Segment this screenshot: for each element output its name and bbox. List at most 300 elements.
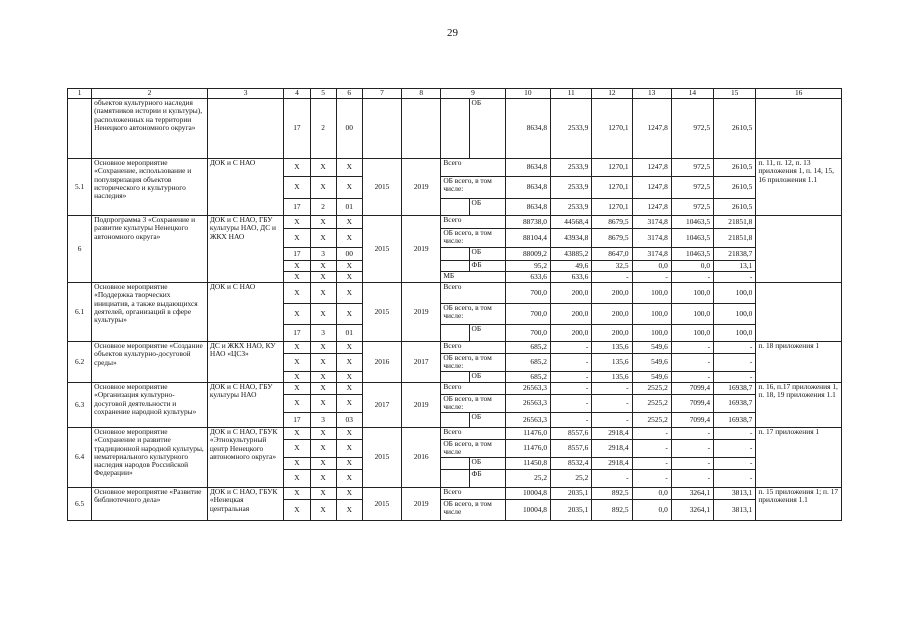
header-cell: 11 <box>551 89 592 99</box>
amount-cell: 0,0 <box>671 261 713 272</box>
funding-source-cell: ОБ <box>469 413 505 428</box>
amount-cell: 972,5 <box>671 99 713 159</box>
code-cell: Х <box>336 159 362 177</box>
code-cell: Х <box>336 458 362 470</box>
measure-name-cell: Основное мероприятие «Создание объектов культурно-досуговой среды» <box>92 342 208 383</box>
executor-cell: ДОК и С НАО, ГБУК «Ненецкая центральная <box>207 488 283 521</box>
code-cell: 17 <box>284 325 310 342</box>
amount-cell: 100,0 <box>714 304 756 325</box>
funding-source-cell: Всего <box>441 159 505 177</box>
funding-source-cell: ОБ <box>469 199 505 216</box>
amount-cell: 11476,0 <box>505 428 550 440</box>
amount-cell: - <box>592 272 632 283</box>
year-start-cell: 2015 <box>362 428 401 488</box>
amount-cell: 2525,2 <box>632 413 671 428</box>
code-cell: Х <box>310 177 336 199</box>
code-cell: 17 <box>284 413 310 428</box>
amount-cell: 43934,8 <box>551 229 592 248</box>
amount-cell: 2035,1 <box>551 488 592 500</box>
header-cell: 9 <box>441 89 505 99</box>
amount-cell: 685,2 <box>505 372 550 383</box>
amount-cell: 972,5 <box>671 159 713 177</box>
amount-cell: 549,6 <box>632 372 671 383</box>
measure-name-cell: Основное мероприятие «Сохранение, использование и популяризация объектов исторического и культурного наследия» <box>92 159 208 216</box>
amount-cell: - <box>671 428 713 440</box>
amount-cell: 972,5 <box>671 177 713 199</box>
amount-cell: 10004,8 <box>505 488 550 500</box>
funding-source-cell: ФБ <box>469 261 505 272</box>
code-cell: Х <box>284 372 310 383</box>
year-end-cell: 2019 <box>402 283 441 342</box>
code-cell: Х <box>336 354 362 372</box>
amount-cell: - <box>714 428 756 440</box>
code-cell: Х <box>310 383 336 395</box>
code-cell: Х <box>310 261 336 272</box>
note-cell: п. 17 приложения 1 <box>756 428 842 488</box>
code-cell: Х <box>310 342 336 354</box>
year-start-cell: 2017 <box>362 383 401 428</box>
year-end-cell: 2016 <box>402 428 441 488</box>
amount-cell: 2918,4 <box>592 440 632 458</box>
executor-cell <box>207 99 283 159</box>
amount-cell: 88738,0 <box>505 216 550 229</box>
code-cell: Х <box>310 458 336 470</box>
amount-cell: 8532,4 <box>551 458 592 470</box>
amount-cell: 2533,9 <box>551 159 592 177</box>
code-cell: Х <box>284 383 310 395</box>
amount-cell: - <box>632 428 671 440</box>
funding-source-cell: ОБ <box>469 372 505 383</box>
amount-cell: 32,5 <box>592 261 632 272</box>
amount-cell: - <box>592 383 632 395</box>
amount-cell: - <box>671 354 713 372</box>
amount-cell: 700,0 <box>505 325 550 342</box>
amount-cell: - <box>714 372 756 383</box>
code-cell: Х <box>284 428 310 440</box>
executor-cell: ДОК и С НАО, ГБУК «Этнокультурный центр Ненецкого автономного округа» <box>207 428 283 488</box>
source-indent-cell <box>441 248 469 261</box>
amount-cell: 0,0 <box>632 261 671 272</box>
measure-name-cell: Основное мероприятие «Поддержка творческих инициатив, а также выдающихся деятелей, организаций в сфере культуры» <box>92 283 208 342</box>
funding-source-cell: Всего <box>441 342 505 354</box>
code-cell: Х <box>336 304 362 325</box>
row-number-cell: 5.1 <box>68 159 92 216</box>
note-cell: п. 18 приложения 1 <box>756 342 842 383</box>
amount-cell: 8634,8 <box>505 177 550 199</box>
code-cell: Х <box>310 272 336 283</box>
row-number-cell: 6.2 <box>68 342 92 383</box>
code-cell: 01 <box>336 199 362 216</box>
amount-cell: - <box>592 413 632 428</box>
amount-cell: - <box>551 372 592 383</box>
table-row <box>68 159 842 177</box>
amount-cell: 100,0 <box>632 283 671 304</box>
amount-cell: 3174,8 <box>632 248 671 261</box>
amount-cell: - <box>671 272 713 283</box>
amount-cell: - <box>714 440 756 458</box>
amount-cell: 100,0 <box>632 304 671 325</box>
amount-cell: - <box>551 354 592 372</box>
executor-cell: ДОК и С НАО, ГБУ культуры НАО <box>207 383 283 428</box>
row-number-cell: 6.3 <box>68 383 92 428</box>
year-start-cell: 2016 <box>362 342 401 383</box>
source-indent-cell <box>441 199 469 216</box>
executor-cell: ДС и ЖКХ НАО, КУ НАО «ЦСЗ» <box>207 342 283 383</box>
amount-cell: - <box>671 470 713 488</box>
funding-source-cell: ОБ всего, в том числе: <box>441 354 505 372</box>
funding-source-cell: Всего <box>441 488 505 500</box>
header-cell: 16 <box>756 89 842 99</box>
amount-cell: 100,0 <box>671 283 713 304</box>
measure-name-cell: Основное мероприятие «Развитие библиотечного дела» <box>92 488 208 521</box>
amount-cell: 100,0 <box>714 283 756 304</box>
code-cell: Х <box>284 440 310 458</box>
executor-cell: ДОК и С НАО <box>207 159 283 216</box>
header-cell: 8 <box>402 89 441 99</box>
amount-cell: 21851,8 <box>714 229 756 248</box>
amount-cell: 2525,2 <box>632 395 671 413</box>
source-indent-cell <box>441 458 469 470</box>
code-cell: 3 <box>310 248 336 261</box>
code-cell: Х <box>284 272 310 283</box>
code-cell: Х <box>336 177 362 199</box>
amount-cell: 633,6 <box>505 272 550 283</box>
amount-cell: - <box>714 272 756 283</box>
code-cell: Х <box>284 470 310 488</box>
code-cell: Х <box>310 304 336 325</box>
code-cell: Х <box>310 428 336 440</box>
table-row <box>68 216 842 229</box>
amount-cell: 3174,8 <box>632 216 671 229</box>
code-cell: Х <box>336 395 362 413</box>
amount-cell: 49,6 <box>551 261 592 272</box>
row-number-cell: 6.4 <box>68 428 92 488</box>
funding-source-cell: ОБ <box>469 325 505 342</box>
amount-cell: 549,6 <box>632 342 671 354</box>
code-cell: Х <box>336 216 362 229</box>
amount-cell: 16938,7 <box>714 383 756 395</box>
amount-cell: - <box>714 470 756 488</box>
amount-cell: - <box>632 272 671 283</box>
code-cell: 01 <box>336 325 362 342</box>
code-cell: Х <box>336 342 362 354</box>
amount-cell: - <box>632 458 671 470</box>
amount-cell: 10463,5 <box>671 248 713 261</box>
page-number: 29 <box>447 27 458 39</box>
funding-source-cell: ОБ всего, в том числе <box>441 440 505 458</box>
code-cell: 3 <box>310 325 336 342</box>
code-cell: Х <box>284 229 310 248</box>
note-cell: п. 16, п.17 приложения 1, п. 18, 19 приложения 1.1 <box>756 383 842 428</box>
code-cell: Х <box>310 440 336 458</box>
amount-cell: - <box>592 470 632 488</box>
amount-cell: 8557,6 <box>551 428 592 440</box>
amount-cell: 3813,1 <box>714 488 756 500</box>
code-cell: 03 <box>336 413 362 428</box>
year-end-cell: 2019 <box>402 216 441 283</box>
year-end-cell <box>402 99 441 159</box>
amount-cell: 892,5 <box>592 500 632 521</box>
amount-cell: 8634,8 <box>505 159 550 177</box>
measure-name-cell: Основное мероприятие «Сохранение и развитие традиционной народной культуры, нематериального культурного наследия народов Российской Федерации» <box>92 428 208 488</box>
header-cell: 6 <box>336 89 362 99</box>
amount-cell: 200,0 <box>551 304 592 325</box>
amount-cell: 972,5 <box>671 199 713 216</box>
amount-cell: 88009,2 <box>505 248 550 261</box>
amount-cell: 10463,5 <box>671 229 713 248</box>
code-cell: Х <box>336 428 362 440</box>
code-cell: Х <box>310 159 336 177</box>
funding-source-cell: ОБ всего, в том числе <box>441 500 505 521</box>
funding-source-cell: ОБ <box>469 248 505 261</box>
funding-source-cell: Всего <box>441 428 505 440</box>
funding-source-cell: ОБ <box>469 458 505 470</box>
amount-cell: 100,0 <box>671 325 713 342</box>
code-cell: Х <box>310 216 336 229</box>
code-cell: Х <box>284 354 310 372</box>
amount-cell: - <box>671 458 713 470</box>
code-cell: Х <box>336 383 362 395</box>
row-number-cell: 6.5 <box>68 488 92 521</box>
amount-cell: 2533,9 <box>551 199 592 216</box>
year-end-cell: 2019 <box>402 159 441 216</box>
amount-cell: 16938,7 <box>714 395 756 413</box>
amount-cell: 43885,2 <box>551 248 592 261</box>
amount-cell: 892,5 <box>592 488 632 500</box>
code-cell: Х <box>284 342 310 354</box>
code-cell: Х <box>284 159 310 177</box>
code-cell: Х <box>336 500 362 521</box>
amount-cell: - <box>551 342 592 354</box>
header-row <box>68 89 842 99</box>
source-indent-cell <box>441 99 469 159</box>
amount-cell: 2035,1 <box>551 500 592 521</box>
funding-source-cell: Всего <box>441 383 505 395</box>
year-start-cell: 2015 <box>362 159 401 216</box>
amount-cell: 7099,4 <box>671 413 713 428</box>
amount-cell: 3174,8 <box>632 229 671 248</box>
amount-cell: - <box>551 395 592 413</box>
funding-source-cell: ФБ <box>469 470 505 488</box>
amount-cell: 8647,0 <box>592 248 632 261</box>
amount-cell: 1270,1 <box>592 159 632 177</box>
year-start-cell: 2015 <box>362 488 401 521</box>
code-cell: Х <box>336 440 362 458</box>
measure-name-cell: объектов культурного наследия (памятников истории и культуры), расположенных на территории Ненецкого автономного округа» <box>92 99 208 159</box>
note-cell <box>756 99 842 159</box>
amount-cell: 2533,9 <box>551 177 592 199</box>
header-cell: 15 <box>714 89 756 99</box>
funding-source-cell: Всего <box>441 283 505 304</box>
header-cell: 1 <box>68 89 92 99</box>
amount-cell: 8557,6 <box>551 440 592 458</box>
amount-cell: 25,2 <box>551 470 592 488</box>
amount-cell: 11450,8 <box>505 458 550 470</box>
amount-cell: 100,0 <box>714 325 756 342</box>
amount-cell: - <box>632 470 671 488</box>
amount-cell: 700,0 <box>505 304 550 325</box>
code-cell: 17 <box>284 248 310 261</box>
code-cell: 17 <box>284 99 310 159</box>
amount-cell: - <box>671 342 713 354</box>
code-cell: Х <box>284 488 310 500</box>
amount-cell: - <box>671 372 713 383</box>
amount-cell: - <box>632 440 671 458</box>
amount-cell: 135,6 <box>592 372 632 383</box>
amount-cell: 3264,1 <box>671 500 713 521</box>
header-cell: 13 <box>632 89 671 99</box>
amount-cell: 549,6 <box>632 354 671 372</box>
executor-cell: ДОК и С НАО <box>207 283 283 342</box>
year-end-cell: 2019 <box>402 488 441 521</box>
amount-cell: 2610,5 <box>714 99 756 159</box>
note-cell: п. 15 приложения 1; п. 17 приложения 1.1 <box>756 488 842 521</box>
amount-cell: 2610,5 <box>714 177 756 199</box>
source-indent-cell <box>441 413 469 428</box>
code-cell: Х <box>284 304 310 325</box>
amount-cell: 7099,4 <box>671 395 713 413</box>
source-indent-cell <box>441 470 469 488</box>
header-cell: 5 <box>310 89 336 99</box>
code-cell: 17 <box>284 199 310 216</box>
amount-cell: 26563,3 <box>505 413 550 428</box>
note-cell <box>756 283 842 342</box>
budget-table <box>67 88 842 521</box>
amount-cell: 2610,5 <box>714 199 756 216</box>
amount-cell: 685,2 <box>505 342 550 354</box>
amount-cell: 1270,1 <box>592 99 632 159</box>
amount-cell: 44568,4 <box>551 216 592 229</box>
amount-cell: 0,0 <box>632 488 671 500</box>
amount-cell: 633,6 <box>551 272 592 283</box>
code-cell: Х <box>310 500 336 521</box>
code-cell: Х <box>310 283 336 304</box>
amount-cell: 2918,4 <box>592 428 632 440</box>
code-cell: 2 <box>310 99 336 159</box>
row-number-cell: 6.1 <box>68 283 92 342</box>
amount-cell: 3813,1 <box>714 500 756 521</box>
table-row <box>68 383 842 395</box>
amount-cell: 135,6 <box>592 342 632 354</box>
amount-cell: 8634,8 <box>505 99 550 159</box>
year-start-cell: 2015 <box>362 283 401 342</box>
code-cell: Х <box>310 229 336 248</box>
year-end-cell: 2019 <box>402 383 441 428</box>
amount-cell: 16938,7 <box>714 413 756 428</box>
amount-cell: 13,1 <box>714 261 756 272</box>
code-cell: Х <box>284 283 310 304</box>
funding-source-cell: ОБ всего, в том числе: <box>441 229 505 248</box>
amount-cell: 135,6 <box>592 354 632 372</box>
amount-cell: 200,0 <box>551 283 592 304</box>
amount-cell: - <box>592 395 632 413</box>
year-end-cell: 2017 <box>402 342 441 383</box>
code-cell: Х <box>336 283 362 304</box>
row-number-cell <box>68 99 92 159</box>
amount-cell: 1247,8 <box>632 199 671 216</box>
note-cell <box>756 216 842 283</box>
header-cell: 10 <box>505 89 550 99</box>
code-cell: 00 <box>336 99 362 159</box>
amount-cell: 21851,8 <box>714 216 756 229</box>
code-cell: Х <box>336 261 362 272</box>
code-cell: Х <box>310 354 336 372</box>
measure-name-cell: Подпрограмма 3 «Сохранение и развитие культуры Ненецкого автономного округа» <box>92 216 208 283</box>
code-cell: Х <box>284 177 310 199</box>
source-indent-cell <box>441 372 469 383</box>
source-indent-cell <box>441 325 469 342</box>
header-cell: 14 <box>671 89 713 99</box>
amount-cell: 200,0 <box>592 325 632 342</box>
amount-cell: 11476,0 <box>505 440 550 458</box>
code-cell: Х <box>336 272 362 283</box>
row-number-cell: 6 <box>68 216 92 283</box>
funding-source-cell: МБ <box>441 272 505 283</box>
amount-cell: 8679,5 <box>592 216 632 229</box>
code-cell: 00 <box>336 248 362 261</box>
amount-cell: 1247,8 <box>632 177 671 199</box>
code-cell: Х <box>310 470 336 488</box>
year-start-cell <box>362 99 401 159</box>
amount-cell: 100,0 <box>632 325 671 342</box>
header-cell: 2 <box>92 89 208 99</box>
code-cell: 3 <box>310 413 336 428</box>
amount-cell: 2525,2 <box>632 383 671 395</box>
header-cell: 4 <box>284 89 310 99</box>
source-indent-cell <box>441 261 469 272</box>
amount-cell: 100,0 <box>671 304 713 325</box>
amount-cell: 10463,5 <box>671 216 713 229</box>
code-cell: Х <box>284 216 310 229</box>
code-cell: Х <box>336 488 362 500</box>
table-row <box>68 428 842 440</box>
year-start-cell: 2015 <box>362 216 401 283</box>
amount-cell: 685,2 <box>505 354 550 372</box>
amount-cell: 8634,8 <box>505 199 550 216</box>
amount-cell: 2533,9 <box>551 99 592 159</box>
amount-cell: 1247,8 <box>632 99 671 159</box>
amount-cell: 1270,1 <box>592 177 632 199</box>
amount-cell: 0,0 <box>632 500 671 521</box>
funding-source-cell: ОБ всего, в том числе: <box>441 304 505 325</box>
amount-cell: - <box>714 458 756 470</box>
code-cell: Х <box>284 458 310 470</box>
note-cell: п. 11, п. 12, п. 13 приложения 1, п. 14, 15, 16 приложения 1.1 <box>756 159 842 216</box>
funding-source-cell: Всего <box>441 216 505 229</box>
amount-cell: 95,2 <box>505 261 550 272</box>
header-cell: 3 <box>207 89 283 99</box>
code-cell: Х <box>310 395 336 413</box>
amount-cell: 200,0 <box>551 325 592 342</box>
code-cell: Х <box>284 395 310 413</box>
amount-cell: 10004,8 <box>505 500 550 521</box>
table-row <box>68 342 842 354</box>
amount-cell: 26563,3 <box>505 383 550 395</box>
amount-cell: - <box>671 440 713 458</box>
amount-cell: - <box>551 383 592 395</box>
table-row <box>68 488 842 500</box>
code-cell: Х <box>284 261 310 272</box>
amount-cell: 3264,1 <box>671 488 713 500</box>
table-row <box>68 283 842 304</box>
amount-cell: 2610,5 <box>714 159 756 177</box>
code-cell: Х <box>336 229 362 248</box>
amount-cell: 700,0 <box>505 283 550 304</box>
code-cell: 2 <box>310 199 336 216</box>
amount-cell: - <box>714 354 756 372</box>
amount-cell: 200,0 <box>592 283 632 304</box>
code-cell: Х <box>310 488 336 500</box>
